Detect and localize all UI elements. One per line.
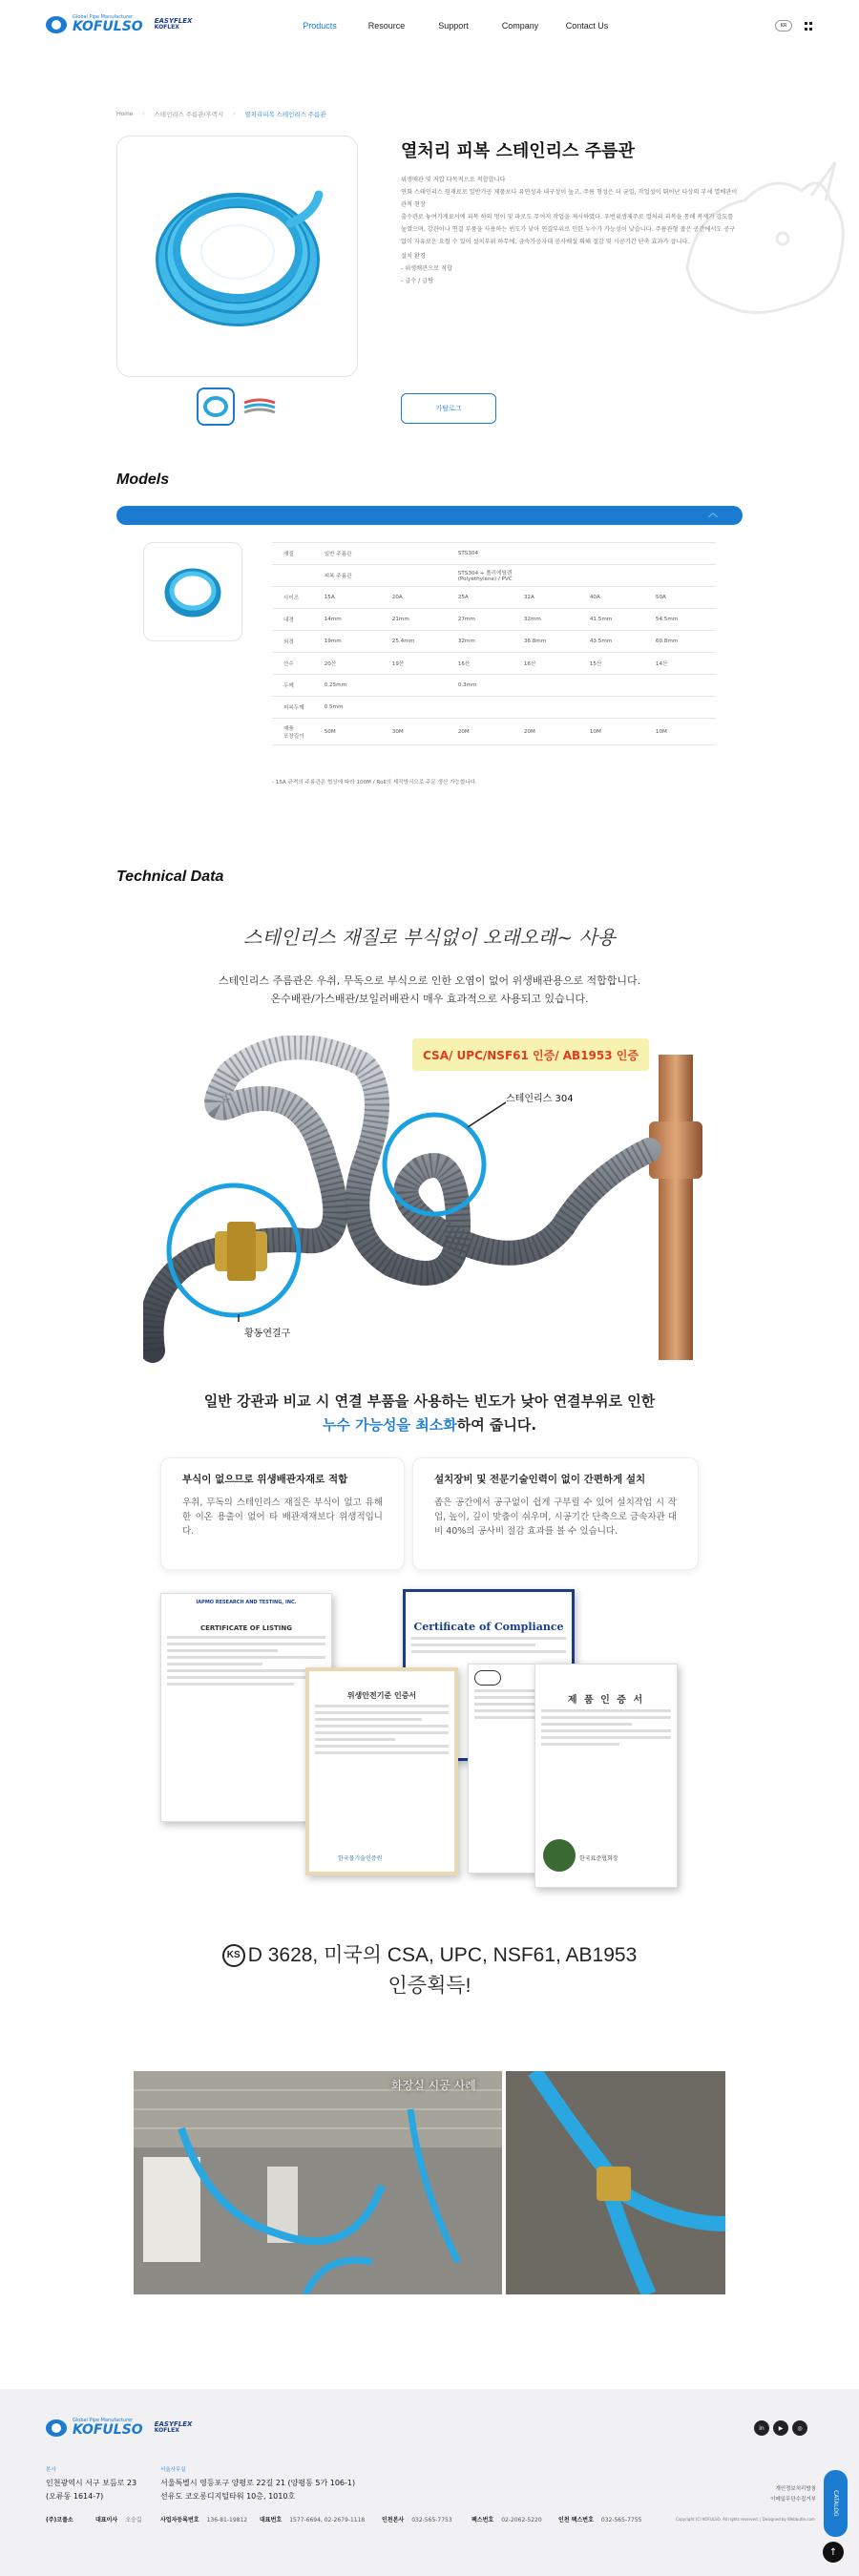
company-name: (주)코풀소 [46,2517,73,2524]
coiled-pipe-image [159,558,226,625]
spec-cell [650,543,716,565]
brass-fitting-image [506,2071,725,2294]
spec-cell [584,675,650,697]
certificate-ks [534,1664,678,1888]
stainless-304-label: 스테인리스 304 [506,1094,574,1104]
spec-cell: 25.4mm [387,631,452,653]
scroll-top-button[interactable]: ↑ [823,2542,844,2563]
feature-box-title: 설치장비 및 전문기술인력이 없이 간편하게 설치 [434,1474,646,1485]
nav-company[interactable]: Company [501,21,539,31]
info-value: 02-2062-5220 [501,2517,542,2524]
installation-photo-bathroom [134,2071,502,2294]
certificate-hygiene [305,1667,458,1875]
spec-cell: 36.8mm [518,631,584,653]
spec-cell: 10M [650,719,716,745]
spec-row-label: 외경 [272,631,319,653]
certificates-collage [153,1589,687,1875]
product-main-image [116,136,358,377]
feature-box-hygiene [160,1457,405,1570]
spec-cell: 32mm [452,631,518,653]
certification-result [0,1940,859,2001]
spec-row-label: 두께 [272,675,319,697]
spec-cell: 41.5mm [584,609,650,631]
product-desc-line: 없이 자유로운 요철 수 있어 설치부위 하무에, 금속가공자대 공사배설 의해 절감 및 시공기간 단축 효과가 큽니다. [401,239,690,245]
thumbnail-pipes[interactable] [241,387,279,426]
youtube-icon[interactable]: ▶ [773,2420,788,2436]
linkedin-icon[interactable]: in [754,2420,769,2436]
spec-cell: 10M [584,719,650,745]
technical-sub-line: 스테인리스 주름관은 우취, 무독으로 부식으로 인한 오염이 없어 위생배관용으로 적합합니다. [218,974,641,987]
spec-row [272,565,716,587]
spec-cell [518,675,584,697]
spec-cell: 54.5mm [650,609,716,631]
spec-cell: 32mm [518,609,584,631]
logo[interactable] [46,15,192,33]
catalog-side-button[interactable]: CATALOG [824,2470,848,2537]
nav-products[interactable]: Products [303,21,337,31]
spec-cell: 0.3mm [452,675,518,697]
footer-main-tel [260,2515,365,2524]
seoul-office-address [160,2477,355,2503]
spec-cell: 50A [650,587,716,609]
spec-cell: 19mm [319,631,387,653]
breadcrumb-home[interactable]: Home [116,111,134,117]
spec-cell: 27mm [452,609,518,631]
breadcrumb-separator: › [233,111,236,117]
privacy-policy-link[interactable]: 개인정보처리방침 [775,2486,816,2492]
product-desc-line: 높였으며, 강관이나 연결 부품을 사용하는 빈도가 낮아 연결부위로 인한 누수가 가능성이 낮습니다. 주름관형 좁은 공간에서도 공구 [401,226,736,233]
instagram-icon[interactable]: ◎ [792,2420,807,2436]
spec-cell: 25A [452,587,518,609]
spec-row-label: 내경 [272,609,319,631]
nav-contact[interactable]: Contact Us [565,21,609,31]
spec-cell [518,565,584,587]
comparison-text [0,1390,859,1437]
spec-cell [584,543,650,565]
spec-row [272,609,716,631]
address-line: 인천광역시 서구 보듬로 23 [46,2479,137,2487]
copyright: Copyright (C) KOFULSO. All rights reserved. | Designed by Webbutle.com [676,2517,815,2522]
spec-table [272,542,716,745]
info-value: 1577-6694, 02-2679-1118 [289,2517,366,2524]
footer-company-name [46,2515,81,2524]
product-features [401,250,452,287]
spec-cell [387,697,452,719]
spec-cell [650,675,716,697]
spec-row-label: 재질 [272,543,319,565]
spec-cell: 16산 [452,653,518,675]
certificate-footer: 한국물기술인증원 [338,1855,383,1862]
spec-row [272,697,716,719]
spec-row-label: 산수 [272,653,319,675]
footer-incheon-tel [382,2515,452,2524]
comparison-line: 일반 강관과 비교 시 연결 부품을 사용하는 빈도가 낮아 연결부위로 인한 [203,1393,656,1410]
site-footer [0,2389,859,2576]
certificate-title: 위생안전기준 인증서 [346,1691,417,1700]
spec-row [272,631,716,653]
seoul-office-label: 서울사무실 [160,2467,186,2473]
spec-cell [387,675,452,697]
spec-cell: 20M [452,719,518,745]
info-value: 032-565-7753 [411,2517,452,2524]
spec-cell: 15산 [584,653,650,675]
main-nav [286,21,620,31]
spec-cell: 21mm [387,609,452,631]
seal-icon [543,1839,576,1872]
spec-cell: 19산 [387,653,452,675]
models-title: Models [116,471,170,488]
spec-cell [518,697,584,719]
coiled-pipe-image [147,166,328,347]
certificate-title: 제 품 인 증 서 [567,1695,645,1706]
breadcrumb [116,110,326,118]
certificate-footer: 한국표준협회장 [579,1855,618,1862]
model-image [143,542,242,641]
certification-result-line: 인증획득! [388,1975,471,1997]
breadcrumb-current: 열처리피복 스테인리스 주름관 [244,112,326,118]
spec-cell [452,697,518,719]
social-links [754,2420,807,2436]
spec-note: - 15A 규격의 주름관은 협상에 따라 100M / Roll의 제작방식으로 주문 생산 가능합니다. [272,780,477,785]
email-refusal-link[interactable]: 이메일무단수집거부 [770,2497,816,2503]
footer-fax [471,2515,542,2524]
address-line: 선유도 코오롱디지털타워 10층, 1010호 [160,2492,296,2501]
logo-tagline: Global Pipe Manufacturer [73,2418,134,2423]
address-line: (오류동 1614-7) [46,2492,104,2501]
feature-box-text: 우취, 무독의 스테인리스 재질은 부식이 없고 유해한 이온 용출이 없어 타 배관재재보다 위생적입니다. [182,1497,383,1537]
comparison-line [0,1414,859,1437]
menu-grid-icon[interactable] [805,22,813,31]
logo-tagline: Global Pipe Manufacturer [73,14,134,20]
breadcrumb-category[interactable]: 스테인리스 주름관/후렉시 [154,112,224,118]
nav-support[interactable]: Support [438,21,469,31]
spec-cell: 일반 주름관 [319,543,387,565]
feature-box-text: 좁은 공간에서 공구없이 쉽게 구부릴 수 있어 설치작업 시 작업, 높이, 깊이 맞춤이 쉬우며, 시공기간 단축으로 금속자관 대비 40%의 공사비 절감 효과를 볼 수 있습니다. [434,1497,677,1537]
certificate-title: Certificate of Compliance [413,1621,564,1633]
spec-row [272,719,716,745]
chevron-up-icon[interactable]: ︿ [708,509,718,519]
footer-incheon-fax [558,2515,641,2524]
spec-cell: 60.8mm [650,631,716,653]
secondary-brand [155,2421,193,2434]
product-title: 열처리 피복 스테인리스 주름관 [401,141,635,161]
product-desc-line: 위생배관 및 저압 다목적으로 적합합니다 [401,177,506,183]
spec-row-label: 제품 포장길이 [272,719,319,745]
info-value: 136-81-19812 [206,2517,248,2524]
technical-sub-line: 온수배관/가스배관/보일러배관시 매우 효과적으로 사용되고 있습니다. [270,993,589,1005]
spec-row [272,653,716,675]
certification-result-text: D 3628, 미국의 CSA, UPC, NSF61, AB1953 [247,1944,638,1966]
comparison-suffix: 하여 줍니다. [456,1416,537,1434]
spec-row [272,587,716,609]
spec-cell: 16산 [518,653,584,675]
rhino-watermark-icon [668,153,859,344]
info-key: 사업자등록번호 [160,2517,199,2524]
spec-row-label: 피복두께 [272,697,319,719]
spec-cell: 14산 [650,653,716,675]
pipes-thumb-image [242,397,277,416]
photo-caption: 화장실 시공 사례 [391,2079,476,2092]
spec-row-label: 사이즈 [272,587,319,609]
technical-subtext [0,972,859,1008]
info-key: 팩스번호 [471,2517,494,2524]
spec-cell: 32A [518,587,584,609]
logo-name: KOFULSO [73,2422,143,2438]
spec-cell: STS304 [452,543,518,565]
info-key: 인천 팩스번호 [558,2517,594,2524]
brand-koflex: KOFLEX [154,24,179,31]
brand-easyflex: EASYFLEX [154,17,193,25]
spec-cell: 20산 [319,653,387,675]
brand-easyflex: EASYFLEX [154,2420,193,2428]
thumbnail-list [197,387,279,426]
secondary-brand [155,18,193,31]
spec-cell: 43.5mm [584,631,650,653]
spec-cell: STS304 + 폴리에틸렌(Polyethylene) / PVC [452,565,518,587]
language-toggle[interactable]: KR [775,20,792,31]
spec-cell: 20M [518,719,584,745]
spec-cell: 피복 주름관 [319,565,387,587]
brand-koflex: KOFLEX [154,2427,179,2434]
technical-heading: 스테인리스 재질로 부식없이 오래오래~ 사용 [243,926,616,949]
certification-result-line [0,1940,859,1971]
spec-cell [387,565,452,587]
spec-cell: 15A [319,587,387,609]
brass-fitting-label: 황동연결구 [244,1329,291,1339]
footer-biz-number [160,2515,247,2524]
coil-thumb-image [201,392,230,421]
product-desc-line: 출수관로 놓여가게로서에 피복 하의 멍이 및 파로도 무어저 작업을 제시하였다. 우번위생제주로 열처리 피복을 통해 복제기 강도를 [401,214,734,220]
info-key: 대표번호 [260,2517,283,2524]
feature-item: - 급수 / 급탕 [401,278,434,284]
info-key: 인천본사 [382,2517,405,2524]
spec-cell: 0.25mm [319,675,387,697]
spec-cell [387,543,452,565]
technical-data-title: Technical Data [116,869,224,885]
spec-cell [584,697,650,719]
pipe-illustration [143,1036,716,1379]
logo-name: KOFULSO [73,19,143,34]
footer-ceo [95,2515,142,2524]
site-header [0,0,859,53]
feature-box-install [412,1457,699,1570]
spec-cell: 0.5mm [319,697,387,719]
footer-logo[interactable] [46,2419,192,2437]
logo-mark-icon [46,2419,67,2437]
address-line: 서울특별시 영등포구 양평로 22길 21 (양평동 5가 106-1) [160,2479,356,2487]
spec-cell [650,697,716,719]
spec-cell: 30M [387,719,452,745]
spec-cell [518,543,584,565]
nav-resource[interactable]: Resource [367,21,406,31]
spec-row [272,675,716,697]
certificate-title: CERTIFICATE OF LISTING [199,1624,293,1632]
spec-cell [584,565,650,587]
installation-photo-fitting [506,2071,725,2294]
spec-cell: 20A [387,587,452,609]
footer-links [759,2484,816,2505]
csa-logo-icon [474,1670,501,1686]
models-accordion-bar[interactable] [116,506,743,525]
info-value: 오승길 [125,2517,142,2524]
features-title: 설치 환경 [401,253,426,260]
info-value: 032-565-7755 [600,2517,642,2524]
bathroom-install-image [134,2071,502,2294]
logo-mark-icon [46,16,67,33]
head-office-address [46,2477,136,2503]
product-desc-line: 연화 스테인리스 원재료로 일반가공 제품보다 유연성과 내구성이 높고, 주름 형성은 더 균일, 작업성이 뛰어난 다상의 부세 열배관이 관적 현장 [401,189,738,208]
feature-item: - 위생배관으로 적합 [401,265,452,272]
comparison-highlight: 누수 가능성을 최소화 [322,1416,457,1434]
spec-cell: 14mm [319,609,387,631]
spec-row-label [272,565,319,587]
catalog-button[interactable]: 카탈로그 [401,393,496,424]
certificate-header: IAPMO RESEARCH AND TESTING, INC. [196,1600,297,1605]
breadcrumb-separator: › [142,111,145,117]
info-key: 대표이사 [95,2517,118,2524]
cert-highlight-tag: CSA/ UPC/NSF61 인증/ AB1953 인증 [412,1038,649,1071]
spec-cell: 50M [319,719,387,745]
spec-cell [650,565,716,587]
ks-mark-icon: KS [222,1944,245,1967]
thumbnail-coil[interactable] [197,387,235,426]
spec-cell: 40A [584,587,650,609]
head-office-label: 본사 [46,2467,56,2473]
spec-row [272,543,716,565]
feature-box-title: 부식이 없으므로 위생배관자재로 적합 [182,1474,348,1485]
